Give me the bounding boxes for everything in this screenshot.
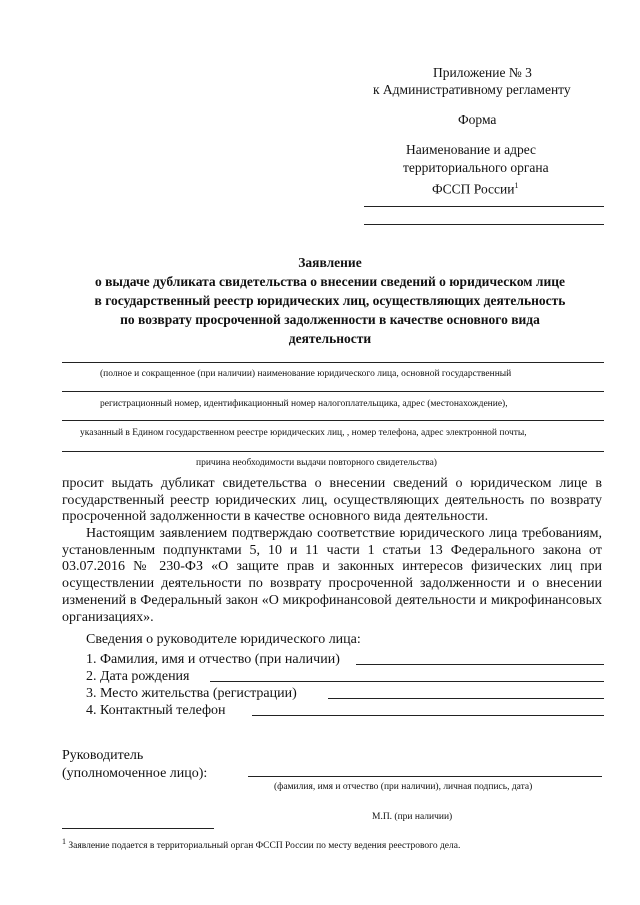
item-fullname-line (356, 664, 604, 665)
doc-title-line-1: Заявление (298, 255, 362, 270)
item-birthdate-line (210, 681, 604, 682)
footnote-text: Заявление подается в территориальный орган ФССП России по месту ведения реестрового дела. (68, 841, 461, 852)
addressee-line-1: Наименование и адрес (406, 142, 537, 157)
applicant-line-3 (62, 420, 604, 421)
item-phone-line (252, 715, 604, 716)
applicant-line-1 (62, 362, 604, 363)
addressee-org: ФССП России (432, 181, 515, 197)
item-residence-line (328, 698, 604, 699)
signature-label-2: (уполномоченное лицо): (62, 766, 208, 781)
doc-title-line-2: о выдаче дубликата свидетельства о внесении сведений о юридическом лице (94, 274, 565, 289)
appendix-number: Приложение № 3 (433, 65, 532, 80)
item-birthdate-label: 2. Дата рождения (86, 669, 190, 684)
footnote-mark: 1 (62, 837, 66, 846)
applicant-caption-3: указанный в Едином государственном реестре юридических лиц, , номер телефона, адрес электронной почты, (80, 428, 527, 438)
stamp-label: М.П. (при наличии) (372, 812, 453, 822)
applicant-caption-1: (полное и сокращенное (при наличии) наименование юридического лица, основной государственный (100, 369, 512, 379)
applicant-line-4 (62, 451, 604, 452)
footnote-separator (62, 828, 214, 829)
applicant-caption-4: причина необходимости выдачи повторного свидетельства) (196, 458, 437, 468)
addressee-line-3 (432, 176, 519, 199)
appendix-regulation: к Административному регламенту (373, 82, 571, 97)
doc-title-line-4: по возврату просроченной задолженности в качестве основного вида (120, 312, 540, 327)
form-label: Форма (458, 112, 497, 127)
applicant-caption-2: регистрационный номер, идентификационный номер налогоплательщика, адрес (местонахождение), (100, 399, 508, 409)
addressee-blank-line-1 (364, 206, 604, 207)
head-info-label: Сведения о руководителе юридического лица: (86, 632, 361, 647)
signature-caption: (фамилия, имя и отчество (при наличии), личная подпись, дата) (274, 782, 533, 792)
item-phone-label: 4. Контактный телефон (86, 703, 226, 718)
doc-title-line-3: в государственный реестр юридических лиц, осуществляющих деятельность (94, 293, 566, 308)
confirmation-paragraph: Настоящим заявлением подтверждаю соответствие юридического лица требованиям, установленным подпунктами 5, 10 и 11 части 1 статьи 13 Федерального закона от 03.07.2016 № 230-ФЗ «О защите прав и законных интересов физических лиц при осуществлении деятельности по возврату просроченной задолженности и о внесении изменений в Федеральный закон «О микрофинансовой деятельности и микрофинансовых организациях». (62, 526, 602, 625)
item-residence-label: 3. Место жительства (регистрации) (86, 686, 297, 701)
footnote (62, 836, 460, 852)
doc-title-line-5: деятельности (288, 331, 372, 346)
signature-line (248, 776, 602, 777)
addressee-blank-line-2 (364, 224, 604, 225)
item-fullname-label: 1. Фамилия, имя и отчество (при наличии) (86, 652, 340, 667)
applicant-line-2 (62, 391, 604, 392)
signature-label-1: Руководитель (62, 748, 144, 763)
request-paragraph: просит выдать дубликат свидетельства о внесении сведений о юридическом лице в государственный реестр юридических лиц, осуществляющих деятельность по возврату просроченной задолженности в качестве основного вида деятельности. (62, 476, 602, 525)
addressee-line-2: территориального органа (403, 160, 549, 175)
footnote-ref: 1 (514, 181, 519, 190)
